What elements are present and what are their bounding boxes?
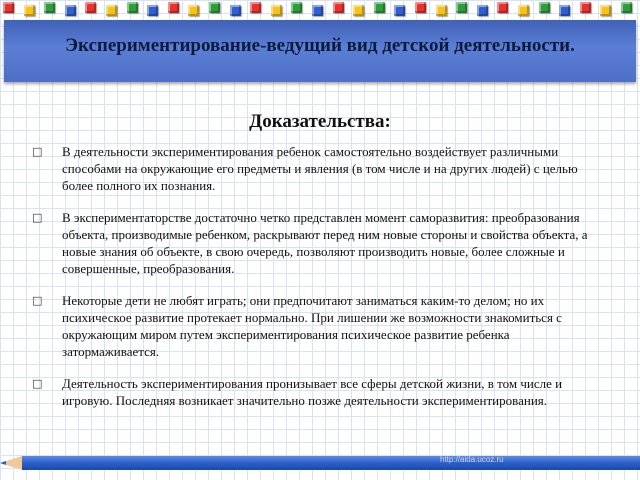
page-title-text: Экспериментирование-ведущий вид детской деятельности.	[65, 35, 575, 56]
list-item-text: Некоторые дети не любят играть; они предпочитают заниматься каким-то делом; но их психическое развитие протекает нормально. При лишении же возможности знакомиться с окружающим миром путем экспериментирования психическое развитие ребенка затормаживается.	[62, 293, 562, 359]
cube-decoration	[415, 2, 426, 13]
cube-decoration	[456, 2, 467, 13]
pencil-lead	[0, 461, 6, 465]
cube-decoration	[85, 2, 96, 13]
cube-decoration	[106, 5, 117, 16]
list-item-text: В деятельности экспериментирования ребенок самостоятельно воздействует различными способами на окружающие его предметы и явления (в том числе и на других людей) с целью более полного их познания.	[62, 144, 578, 193]
footer-url: http://aida.ucoz.ru	[440, 455, 504, 464]
subtitle: Доказательства:	[249, 111, 391, 132]
bullet-icon: □	[32, 377, 43, 390]
list-item	[32, 375, 607, 409]
cube-decoration	[147, 5, 158, 16]
cube-decoration	[168, 2, 179, 13]
bullet-icon: □	[32, 294, 43, 307]
cube-decoration	[394, 5, 405, 16]
cube-decoration	[518, 5, 529, 16]
pencil-body	[22, 456, 640, 470]
cube-decoration	[374, 2, 385, 13]
cube-decoration	[539, 2, 550, 13]
bullet-list	[32, 143, 607, 424]
cube-decoration	[600, 5, 611, 16]
cube-decoration	[230, 5, 241, 16]
cube-decoration	[353, 5, 364, 16]
cube-decoration	[497, 2, 508, 13]
cube-decoration	[44, 2, 55, 13]
pencil-decoration	[0, 452, 640, 474]
cube-decoration	[24, 5, 35, 16]
page-title	[0, 34, 640, 58]
cube-decoration	[477, 5, 488, 16]
list-item-text: Деятельность экспериментирования пронизывает все сферы детской жизни, в том числе и игровую. Последняя возникает значительно позже деятельности экспериментирования.	[62, 376, 563, 408]
cube-decoration	[436, 5, 447, 16]
cube-decoration	[621, 2, 632, 13]
cube-decoration	[312, 5, 323, 16]
list-item-text: В экспериментаторстве достаточно четко представлен момент саморазвития: преобразования объекта, производимые ребенком, раскрывают перед ним новые стороны и свойства объекта, а новые знания об объекте, в свою очередь, позволяют производить новые, более сложные и совершенные, преобразования.	[62, 210, 588, 276]
cube-decoration	[333, 2, 344, 13]
cube-decoration	[559, 5, 570, 16]
list-item	[32, 143, 607, 194]
cube-decoration	[291, 2, 302, 13]
cube-decoration	[271, 5, 282, 16]
cube-decoration	[127, 2, 138, 13]
bullet-icon: □	[32, 211, 43, 224]
decorative-cube-border	[0, 0, 640, 20]
cube-decoration	[65, 5, 76, 16]
list-item	[32, 292, 607, 360]
cube-decoration	[580, 2, 591, 13]
bullet-icon: □	[32, 145, 43, 158]
cube-decoration	[250, 2, 261, 13]
cube-decoration	[209, 2, 220, 13]
cube-decoration	[3, 2, 14, 13]
list-item	[32, 209, 607, 277]
cube-decoration	[188, 5, 199, 16]
